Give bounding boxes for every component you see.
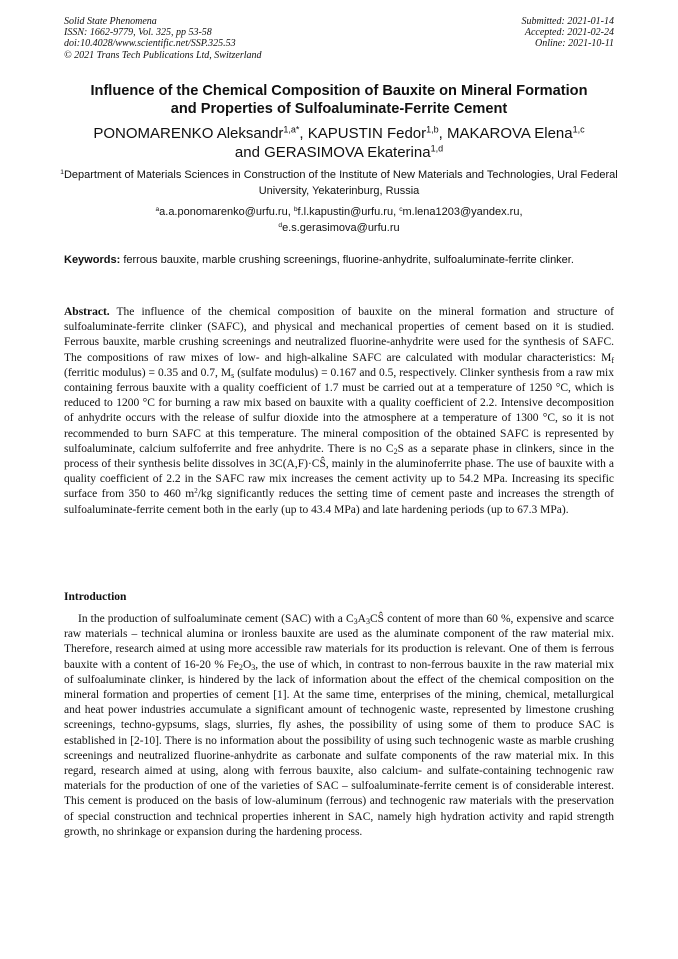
abstract-superscript: 2 [194, 488, 198, 496]
abstract [64, 305, 614, 518]
author-name: PONOMARENKO Aleksandr [93, 125, 284, 142]
title-line-1: Influence of the Chemical Composition of Bauxite on Mineral Formation [90, 83, 588, 99]
author-list [40, 124, 638, 162]
keywords-text: ferrous bauxite, marble crushing screenings, fluorine-anhydrite, sulfoaluminate-ferrite clinker. [123, 254, 574, 266]
email-separator: , [393, 206, 400, 218]
intro-subscript: 3 [353, 617, 358, 626]
affiliation [60, 168, 618, 199]
abstract-text-3: (sulfate modulus) = 0.167 and 0.5, respectively. Clinker synthesis from a raw mix containing ferrous bauxite with a quality coefficient of 1.7 must be carried out at a temperature of 1250 °C, which is reduced to 1200 °C for burning a raw mix based on bauxite with a quality coefficient of 2.2. Intensive decomposition of anhydrite occurs with the release of sulfur dioxide into the atmosphere at a temperature of 1300 °C, so it is not recommended to burn SAFC at this temperature. The mineral composition of the obtained SAFC is represented by sulfoaluminate, calcium sulfoferrite and free anhydrite. There is no C [64, 366, 614, 455]
paper-title [40, 82, 638, 118]
abstract-text-2: (ferritic modulus) = 0.35 and 0.7, M [64, 366, 232, 379]
author-affiliation-mark: 1,c [572, 124, 585, 135]
abstract-text-4: S as a separate phase in clinkers, since in the process of their synthesis belite dissolves in 3C(A,F)·CŜ, mainly in the aluminoferrite phase. The use of bauxite with a quality coefficient of 2.2 in the SAFC raw mix increases the cement activity up to 54.2 MPa. Increasing its specific surface from 350 to 460 m [64, 442, 614, 501]
intro-text-1: In the production of sulfoaluminate cement (SAC) with a C [78, 613, 354, 625]
author-affiliation-mark: 1,a* [283, 124, 300, 135]
author-emails [60, 205, 618, 236]
intro-text-3: CŜ content of more than 60 %, expensive and scarce raw materials – technical alumina or ironless bauxite are used as the aluminate component of the raw material mix. Therefore, research aimed at using more accessible raw materials for its production is relevant. One of them is ferrous bauxite with a content of 16-20 % Fe [64, 613, 614, 671]
author-name: MAKAROVA Elena [447, 125, 573, 142]
author-separator: , [438, 125, 447, 142]
intro-text-2: A [357, 613, 366, 625]
author-affiliation-mark: 1,b [426, 124, 439, 135]
keywords-label: Keywords: [64, 254, 121, 266]
submission-dates [522, 16, 615, 50]
email-address[interactable]: f.l.kapustin@urfu.ru [297, 206, 394, 218]
abstract-subscript: 2 [393, 446, 398, 456]
author-name: KAPUSTIN Fedor [307, 125, 427, 142]
section-heading-introduction: Introduction [64, 591, 127, 603]
email-address[interactable]: e.s.gerasimova@urfu.ru [282, 221, 400, 234]
journal-name: Solid State Phenomena [64, 16, 157, 27]
author-separator: , [299, 125, 308, 142]
email-mark: c [399, 206, 403, 214]
intro-subscript: 3 [251, 662, 256, 672]
email-separator: , [519, 206, 523, 218]
abstract-text-1: The influence of the chemical composition of bauxite on the mineral formation and structure of sulfoaluminate-ferrite clinker (SAFC), and physical and mechanical properties of cement based on it is studied. Ferrous bauxite, marble crushing screenings and neutralized fluorine-anhydrite were used for the synthesis of SAFC. The compositions of raw mixes of low- and high-alkaline SAFC are calculated with modular characteristics: M [64, 306, 614, 364]
affiliation-mark: 1 [60, 169, 64, 177]
title-line-2: and Properties of Sulfoaluminate-Ferrite Cement [170, 101, 508, 117]
author-affiliation-mark: 1,d [430, 143, 444, 154]
submitted-date: Submitted: 2021-01-14 [521, 16, 614, 27]
email-separator: , [287, 206, 294, 218]
email-mark: a [155, 206, 160, 214]
journal-issn: ISSN: 1662-9779, Vol. 325, pp 53-58 [64, 27, 212, 39]
accepted-date: Accepted: 2021-02-24 [524, 27, 614, 39]
intro-subscript: 3 [365, 617, 371, 626]
introduction-paragraph [64, 612, 614, 840]
author-separator: and [234, 144, 265, 161]
abstract-label: Abstract. [64, 306, 110, 318]
abstract-subscript: f [611, 355, 614, 365]
email-address[interactable]: a.a.ponomarenko@urfu.ru [159, 206, 288, 218]
journal-doi[interactable]: doi:10.4028/www.scientific.net/SSP.325.53 [64, 38, 236, 50]
journal-info [64, 16, 262, 61]
journal-copyright: © 2021 Trans Tech Publications Ltd, Switzerland [64, 49, 262, 61]
abstract-text-5: /kg significantly reduces the setting time of cement paste and increases the strength of sulfoaluminate-ferrite cement both in the early (up to 43.4 MPa) and late hardening periods (up to 67.3 MPa). [64, 488, 614, 516]
keywords [64, 253, 614, 268]
online-date: Online: 2021-10-11 [535, 38, 614, 50]
abstract-subscript: s [231, 370, 235, 380]
intro-text-5: , the use of which, in contrast to non-ferrous bauxite in the raw material mix of sulfoaluminate clinker, is hindered by the lack of information about the effect of the chemical composition on the mineral formation and properties of cement [1]. At the same time, enterprises of the mining, chemical, metallurgical and heat power industries accumulate a significant amount of technogenic waste, represented by limestone crushing screenings, techno-gypsums, slags, slurries, fly ashes, the possibility of using some of them to produce SAC is established in [2-10]. There is no information about the possibility of using such technogenic waste as marble crushing screenings and neutralized fluorine-anhydrite as carbonate and sulfate components of the raw material mix. In this regard, research aimed at using, along with ferrous bauxite, also calcium- and sulfate-containing technogenic raw materials for the production of one of the varieties of SAC – sulfoaluminate-ferrite cement is of considerable interest. This cement is produced on the basis of low-aluminum (ferrous) and technogenic raw materials with the preservation of special construction and technical properties inherent in SAC, namely high hydration activity and rapid strength growth, no shrinkage or expansion during the hardening process. [64, 658, 614, 838]
email-mark: b [293, 206, 298, 214]
intro-text-4: O [242, 658, 252, 671]
affiliation-text: Department of Materials Sciences in Construction of the Institute of New Materials and Technologies, Ural Federal University, Yekaterinburg, Russia [63, 169, 618, 197]
email-mark: d [278, 221, 283, 229]
email-address[interactable]: m.lena1203@yandex.ru [402, 206, 520, 218]
author-name: GERASIMOVA Ekaterina [264, 144, 431, 161]
intro-subscript: 2 [238, 662, 243, 672]
